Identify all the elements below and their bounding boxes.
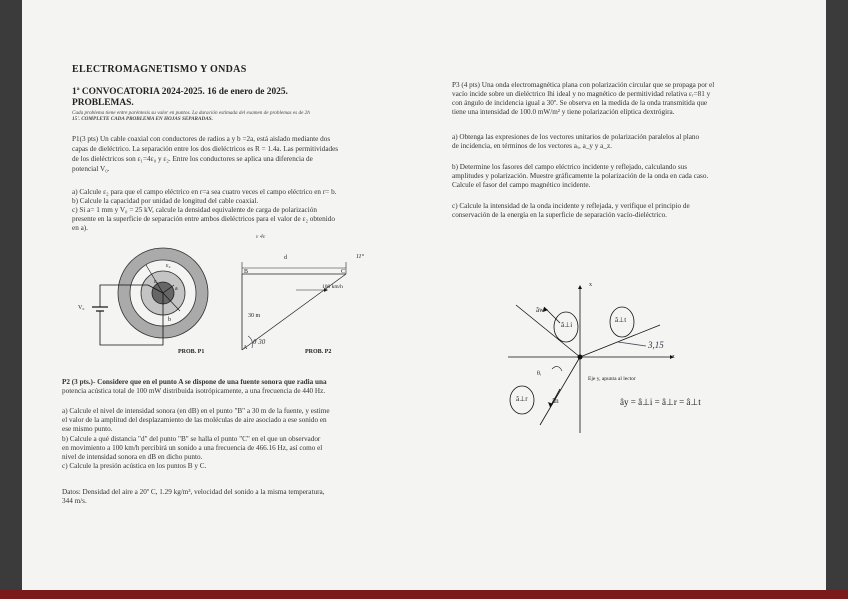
p2-item: ese mismo punto. (62, 425, 113, 433)
p3-line: tiene una intensidad de 100.0 mW/m² y tiene polarización elíptica dextrógira. (452, 108, 675, 116)
label-theta: θᵢ (537, 371, 541, 377)
label-C: C (341, 269, 346, 275)
p3-a: de incidencia, en términos de los vectores aₓ, a_y y a_z. (452, 142, 612, 150)
p3-c: conservación de la energía en la superficie de separación vacío-dieléctrico. (452, 211, 667, 219)
p1-line: de los dieléctricos son ε₁=4ε₀ y ε₂. Entre los conductores se aplica una diferencia de (72, 155, 313, 163)
p1-line: P1(3 pts) Un cable coaxial con conductores de radios a y b =2a, está aislado mediante dos (72, 135, 331, 143)
handwritten-note: ε 4ε (256, 234, 266, 240)
p1-item: en a). (72, 224, 88, 232)
exam-note-line-2: 15'. COMPLETE CADA PROBLEMA EN HOJAS SEPARADAS. (72, 116, 213, 122)
label-d: d (284, 255, 287, 261)
wave-figure (500, 285, 700, 435)
section-title: PROBLEMAS. (72, 98, 134, 108)
data-line: 344 m/s. (62, 497, 87, 505)
label-a-t-perp: â⊥t (615, 316, 627, 324)
unit-vector-equation: ây = â⊥i = â⊥r = â⊥t (620, 397, 701, 407)
p1-item: b) Calcule la capacidad por unidad de longitud del cable coaxial. (72, 197, 259, 205)
label-a: a (175, 286, 178, 292)
label-e2: ε₂ (166, 263, 171, 269)
p3-line: con ángulo de incidencia igual a 30º. Se observa en la medida de la onda transmitida que (452, 99, 708, 107)
speed-label: 100 km/h (322, 284, 343, 290)
data-line: Datos: Densidad del aire a 20º C, 1.29 kg/m³, velocidad del sonido a la misma temperatura, (62, 488, 325, 496)
handwritten-value: 3,15 (648, 340, 664, 350)
exam-note-line-1: Cada problema tiene entre paréntesis su valor en puntos. La duración estimada del examen de problemas es de 2h (72, 110, 310, 116)
p3-line: P3 (4 pts) Una onda electromagnética plana con polarización circular que se propaga por el (452, 81, 715, 89)
p3-b: b) Determine los fasores del campo eléctrico incidente y reflejado, calculando sus (452, 163, 688, 171)
p2-line: potencia acústica total de 100 mW distribuida isotrópicamente, a una frecuencia de 440 Hz. (62, 387, 326, 395)
fig1-caption: PROB. P1 (178, 349, 205, 355)
p3-c: c) Calcule la intensidad de la onda incidente y reflejada, y verifique el principio de (452, 202, 690, 210)
course-title: ELECTROMAGNETISMO Y ONDAS (72, 64, 247, 75)
label-A: A (243, 345, 248, 351)
p1-line: potencial V₀. (72, 165, 110, 173)
p2-item: c) Calcule la presión acústica en los puntos B y C. (62, 462, 207, 470)
label-a-w: âw (536, 306, 545, 314)
p2-item: b) Calcule a qué distancia "d" del punto "B" se halla el punto "C" en el que un observador (62, 435, 321, 443)
axis-y-note: Eje y, apunta al lector (588, 376, 636, 382)
p3-a: a) Obtenga las expresiones de los vectores unitarios de polarización paralelos al plano (452, 133, 700, 141)
label-e1: ε₁ (154, 279, 159, 285)
label-B: B (244, 269, 249, 275)
p2-item: el valor de la amplitud del desplazamiento de las moléculas de aire asociado a ese sonido en (62, 416, 327, 424)
height-label: 30 m (248, 313, 261, 319)
fig2-caption: PROB. P2 (305, 349, 332, 355)
bottom-edge (0, 590, 848, 599)
label-a-n: ân (552, 397, 559, 405)
p3-line: vacío incide sobre un dieléctrico lhi ideal y no magnético de permitividad relativa εᵣ=81 y (452, 90, 711, 98)
label-a-i-perp: â⊥i (561, 321, 573, 329)
coax-figure (70, 245, 220, 360)
p1-item: c) Si a= 1 mm y V₀ = 25 kV, calcule la densidad equivalente de carga de polarización (72, 206, 317, 214)
p3-b: Calcule el fasor del campo magnético incidente. (452, 181, 591, 189)
p2-item: nivel de intensidad sonora en dB en dicho punto. (62, 453, 203, 461)
p1-line: capas de dieléctrico. La separación entre los dos dieléctricos es R = 1.4a. Las permitividades (72, 145, 339, 153)
p2-text: P2 (3 pts.)- Considere que en el punto A se dispone de una fuente sonora que radia una (62, 378, 327, 386)
p3-b: amplitudes y polarización. Muestre gráficamente la polarización de la onda en cada caso. (452, 172, 709, 180)
axis-x: x (589, 282, 592, 288)
p1-item: presente en la superficie de separación entre ambos dieléctricos para el valor de ε₂ obtenido (72, 215, 335, 223)
handwritten-corner: 11° (356, 254, 364, 260)
exam-title: 1ª CONVOCATORIA 2024-2025. 16 de enero de 2025. (72, 87, 288, 97)
p1-item: a) Calcule ε₂ para que el campo eléctrico en r=a sea cuatro veces el campo eléctrico en r= b. (72, 188, 337, 196)
label-b: b (168, 317, 171, 323)
axis-z: z (672, 354, 675, 360)
label-a-r-perp: â⊥r (516, 395, 528, 403)
handwritten-angle: θ 30 (253, 338, 266, 346)
label-v0: V₀ (78, 305, 85, 311)
p2-item: en movimiento a 100 km/h percibirá un sonido a una frecuencia de 466.16 Hz, así como el (62, 444, 323, 452)
p2-item: a) Calcule el nivel de intensidad sonora (en dB) en el punto "B" a 30 m de la fuente, y estime (62, 407, 330, 415)
